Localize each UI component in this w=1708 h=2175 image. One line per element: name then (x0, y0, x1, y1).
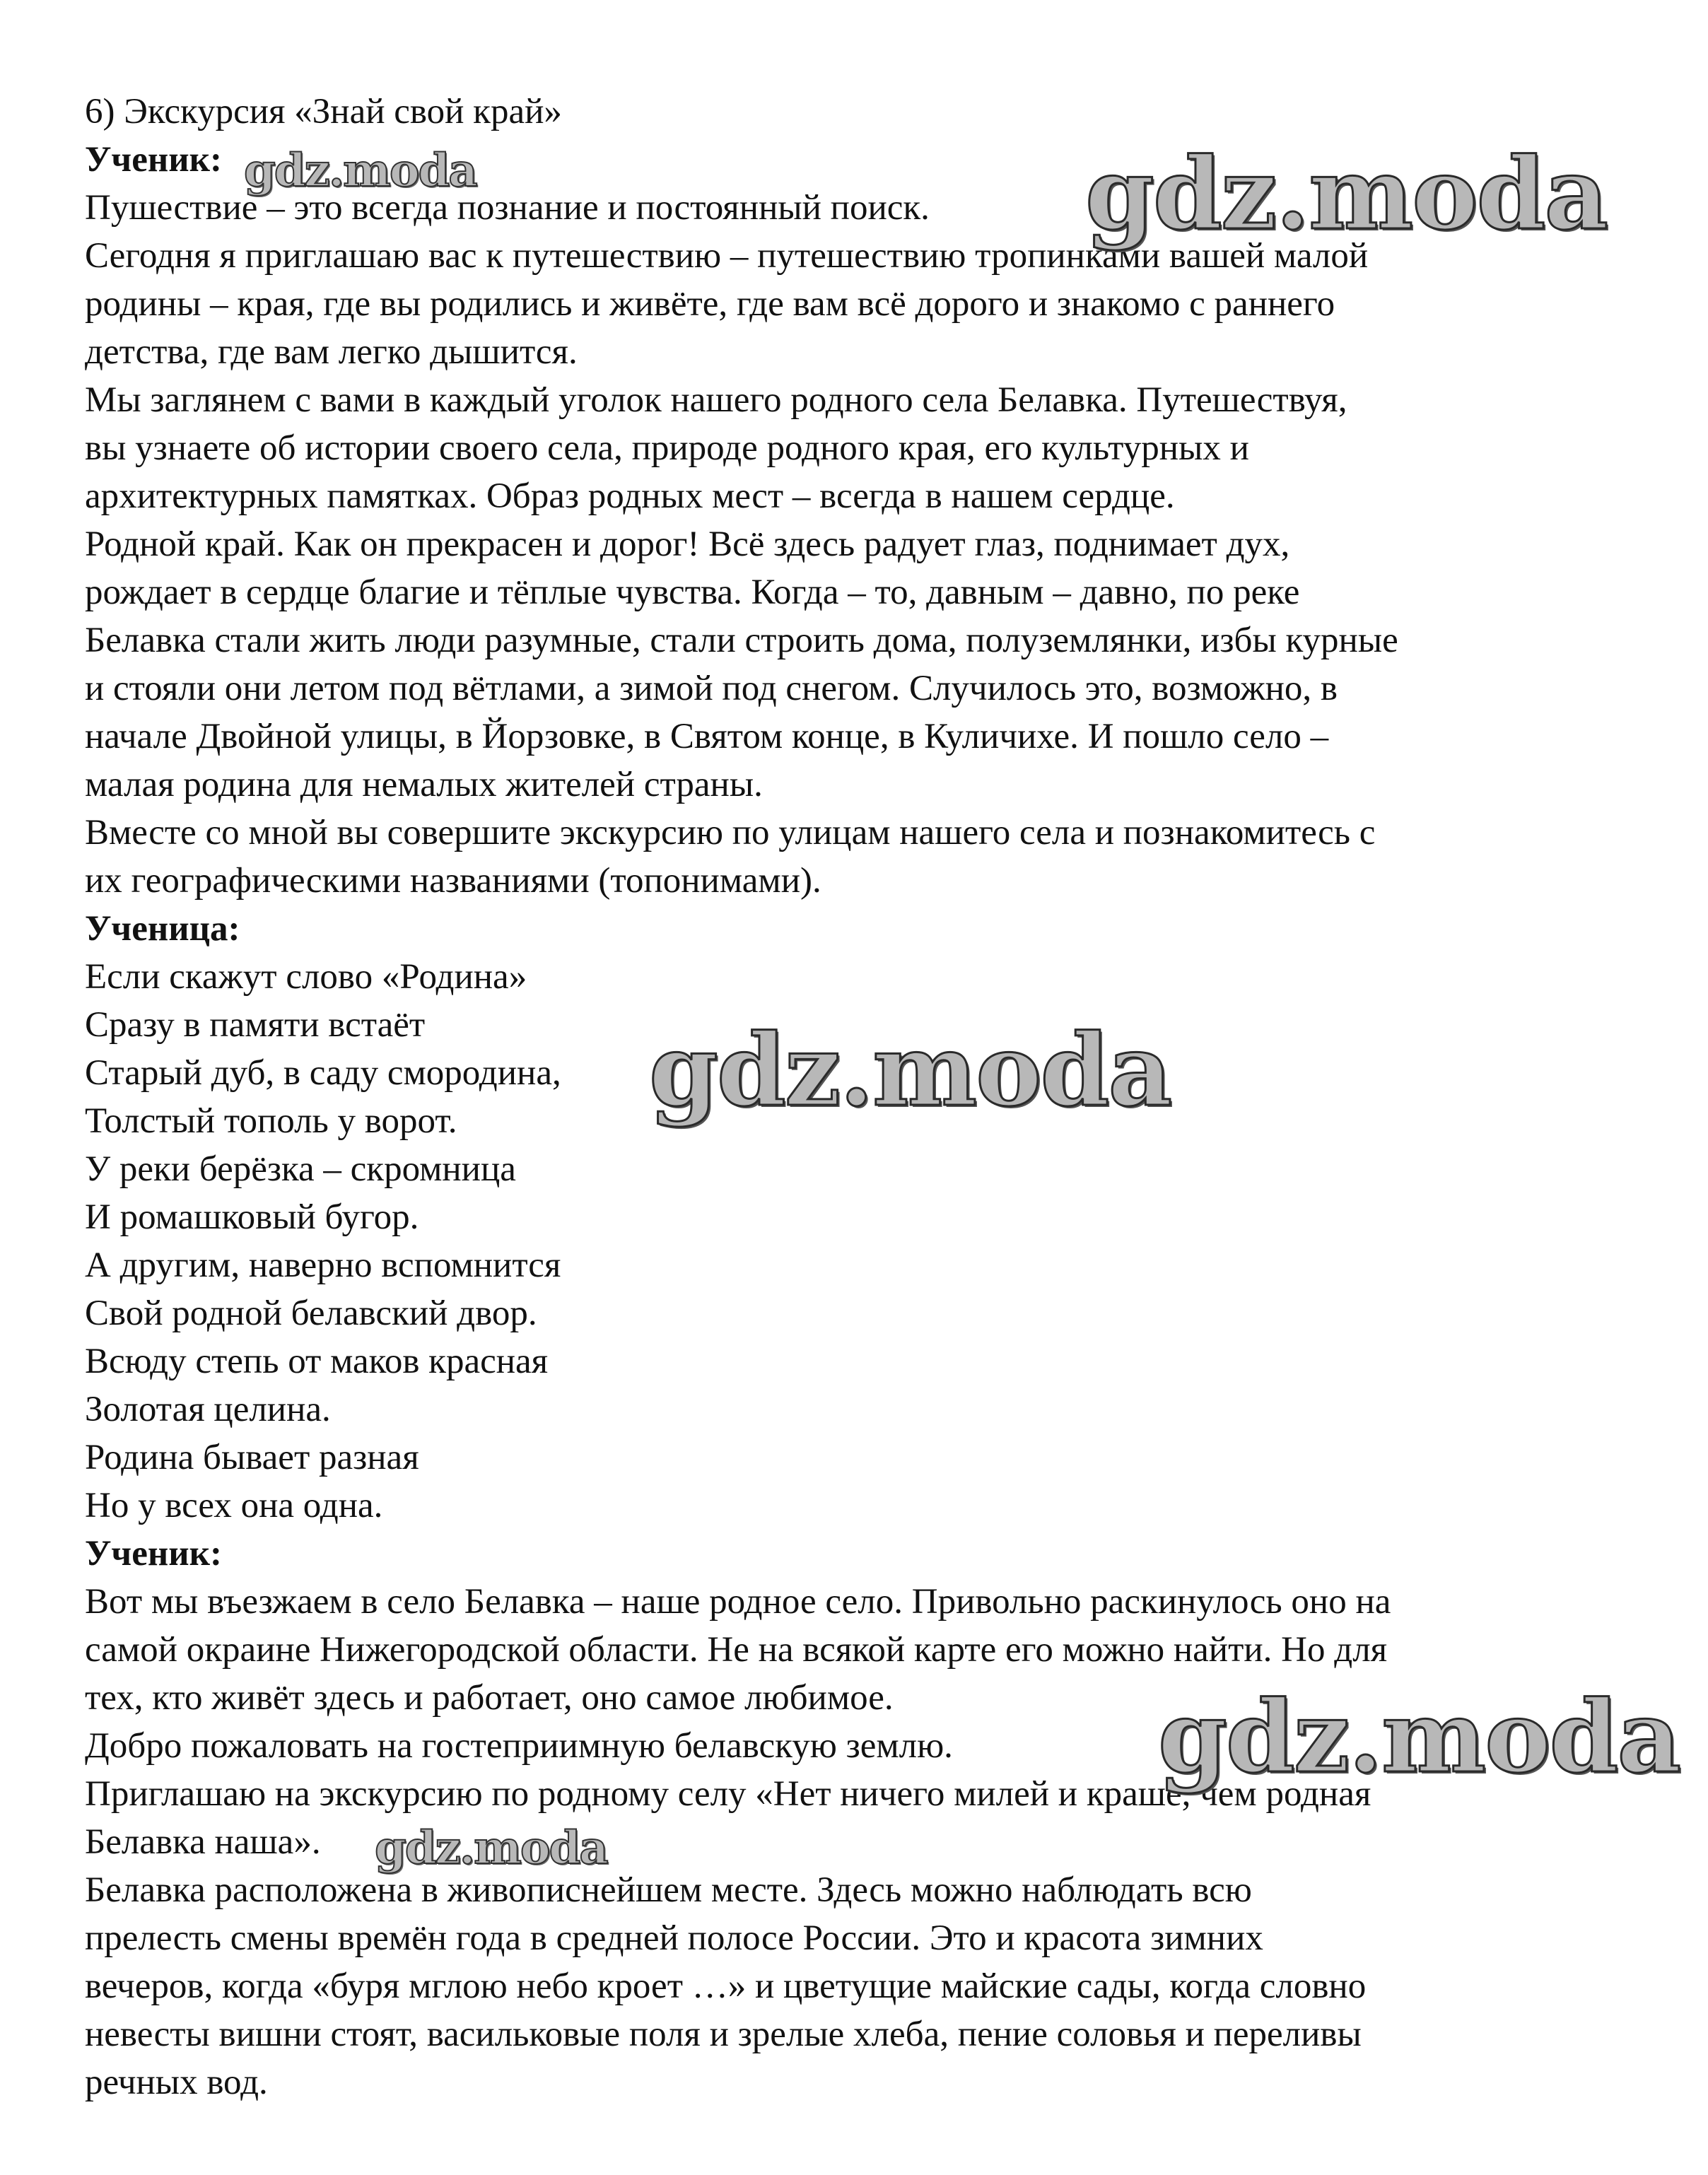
text-line: Приглашаю на экскурсию по родному селу «Нет ничего милей и краше, чем родная (85, 1774, 1371, 1814)
text-line: Добро пожаловать на гостеприимную белавскую землю. (85, 1726, 953, 1766)
watermark: gdz.moda (244, 144, 476, 197)
text-line: начале Двойной улицы, в Йорзовке, в Святом конце, в Куличихе. И пошло село – (85, 717, 1329, 756)
speaker-label: Ученик: (85, 140, 222, 180)
text-line: Пушествие – это всегда познание и постоянный поиск. (85, 188, 930, 228)
text-line: родины – края, где вы родились и живёте, где вам всё дорого и знакомо с раннего (85, 284, 1335, 324)
text-line: Мы заглянем с вами в каждый уголок нашего родного села Белавка. Путешествуя, (85, 380, 1347, 420)
text-line: и стояли они летом под вётлами, а зимой под снегом. Случилось это, возможно, в (85, 669, 1338, 708)
text-line: Вот мы въезжаем в село Белавка – наше родное село. Привольно раскинулось оно на (85, 1582, 1391, 1622)
text-line: тех, кто живёт здесь и работает, оно самое любимое. (85, 1678, 894, 1718)
text-line: речных вод. (85, 2063, 268, 2102)
watermark: gdz.moda (375, 1822, 607, 1875)
speaker-label: Ученик: (85, 1534, 222, 1573)
text-line: невесты вишни стоят, васильковые поля и зрелые хлеба, пение соловья и переливы (85, 2015, 1362, 2054)
text-line: архитектурных памятках. Образ родных мест – всегда в нашем сердце. (85, 476, 1175, 516)
text-line: Белавка наша». (85, 1822, 321, 1862)
text-line: рождает в сердце благие и тёплые чувства. Когда – то, давным – давно, по реке (85, 573, 1300, 612)
text-line: самой окраине Нижегородской области. Не на всякой карте его можно найти. Но для (85, 1630, 1388, 1670)
poem-line: Толстый тополь у ворот. (85, 1101, 457, 1141)
text-line: детства, где вам легко дышится. (85, 332, 578, 372)
poem-line: У реки берёзка – скромница (85, 1149, 516, 1189)
watermark: gdz.moda (649, 1013, 1171, 1129)
poem-line: Если скажут слово «Родина» (85, 957, 527, 997)
text-line: Вместе со мной вы совершите экскурсию по улицам нашего села и познакомитесь с (85, 813, 1376, 852)
watermark: gdz.moda (1158, 1679, 1680, 1795)
text-line: прелесть смены времён года в средней полосе России. Это и красота зимних (85, 1918, 1263, 1958)
poem-line: Свой родной белавский двор. (85, 1294, 537, 1333)
poem-line: Сразу в памяти встаёт (85, 1005, 426, 1045)
watermark: gdz.moda (1085, 136, 1608, 252)
text-line: Белавка стали жить люди разумные, стали строить дома, полуземлянки, избы курные (85, 621, 1398, 660)
speaker-label: Ученица: (85, 909, 240, 949)
poem-line: А другим, наверно вспомнится (85, 1245, 561, 1285)
text-line: Белавка расположена в живописнейшем месте. Здесь можно наблюдать всю (85, 1870, 1252, 1910)
poem-line: И ромашковый бугор. (85, 1197, 419, 1237)
text-line: Сегодня я приглашаю вас к путешествию – путешествию тропинками вашей малой (85, 236, 1369, 276)
poem-line: Родина бывает разная (85, 1438, 419, 1477)
text-line: малая родина для немалых жителей страны. (85, 765, 763, 804)
poem-line: Но у всех она одна. (85, 1486, 383, 1525)
text-line: вечеров, когда «буря мглою небо кроет …» и цветущие майские сады, когда словно (85, 1966, 1367, 2006)
poem-line: Золотая целина. (85, 1390, 331, 1429)
text-line: вы узнаете об истории своего села, природе родного края, его культурных и (85, 428, 1249, 468)
text-line: их географическими названиями (топонимами). (85, 861, 821, 901)
document-heading: 6) Экскурсия «Знай свой край» (85, 92, 562, 131)
text-line: Родной край. Как он прекрасен и дорог! Всё здесь радует глаз, поднимает дух, (85, 524, 1290, 564)
poem-line: Всюду степь от маков красная (85, 1342, 549, 1381)
poem-line: Старый дуб, в саду смородина, (85, 1053, 561, 1093)
